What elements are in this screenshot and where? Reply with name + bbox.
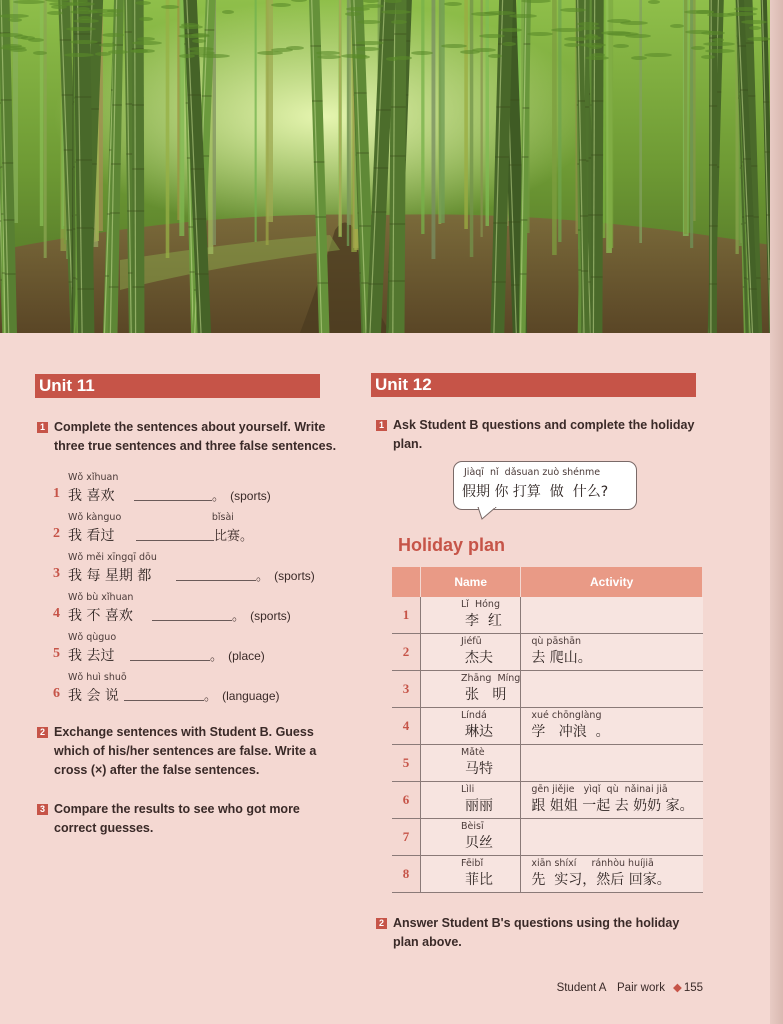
sentence-number: 4 <box>53 606 60 621</box>
sentence-line <box>53 552 333 588</box>
sentence-number: 2 <box>53 526 60 541</box>
header-name: Name <box>421 567 521 597</box>
activity-cell[interactable] <box>521 708 703 745</box>
name-hanzi: 丽丽 <box>465 798 493 814</box>
answer-blank[interactable] <box>130 648 210 661</box>
activity-pinyin <box>521 597 702 599</box>
name-hanzi: 马特 <box>465 761 493 777</box>
activity-pinyin: xiān shíxí ránhòu huíjiā <box>531 858 654 869</box>
row-number: 8 <box>392 856 421 893</box>
holiday-plan-table <box>392 567 703 893</box>
table-row <box>392 856 703 893</box>
name-pinyin: Zhāng Míng <box>461 673 521 684</box>
task-text: which of his/her sentences are false. Write a <box>54 744 317 758</box>
table-row <box>392 671 703 708</box>
unit-12-task-1 <box>376 416 706 454</box>
activity-cell[interactable] <box>521 634 703 671</box>
task-text: plan above. <box>393 935 462 949</box>
sentence-hanzi: 我 不 喜欢 <box>68 608 133 624</box>
task-number: 1 <box>37 422 48 433</box>
header-blank <box>392 567 421 597</box>
name-hanzi: 杰夫 <box>465 650 493 666</box>
name-pinyin: Fēibǐ <box>461 858 484 869</box>
sentence-line <box>53 592 333 628</box>
name-pinyin: Jiéfū <box>461 636 482 647</box>
sentence-number: 1 <box>53 486 60 501</box>
task-number: 2 <box>37 727 48 738</box>
sentence-pinyin: Wǒ bù xǐhuan <box>68 592 134 603</box>
task-text: Compare the results to see who got more <box>54 802 300 816</box>
row-number: 4 <box>392 708 421 745</box>
task-text: correct guesses. <box>54 821 154 835</box>
unit-12-title: Unit 12 <box>371 373 696 397</box>
table-row <box>392 782 703 819</box>
name-pinyin: Líndá <box>461 710 487 721</box>
speech-bubble <box>453 461 637 510</box>
bamboo-forest-image <box>0 0 770 333</box>
sentence-hint: (sports) <box>274 569 315 583</box>
unit-11-title: Unit 11 <box>35 374 320 398</box>
page-footer <box>557 980 703 994</box>
activity-pinyin <box>521 671 702 673</box>
answer-blank[interactable] <box>134 488 212 501</box>
diamond-icon: ◆ <box>672 982 682 994</box>
unit-11-task-2 <box>37 723 337 780</box>
sentence-hint: (language) <box>222 689 280 703</box>
activity-cell[interactable] <box>521 597 703 634</box>
footer-section-label: Pair work <box>617 982 665 994</box>
name-cell <box>421 745 521 782</box>
sentence-line <box>53 512 333 548</box>
activity-pinyin: xué chōnglàng <box>531 710 602 721</box>
unit-11-task-3 <box>37 800 337 838</box>
sentence-hint: (sports) <box>250 609 291 623</box>
name-pinyin: Lǐ Hóng <box>461 599 500 610</box>
table-header-row <box>392 567 703 597</box>
name-hanzi: 张 明 <box>465 687 507 703</box>
sentence-hint: (place) <box>228 649 265 663</box>
row-number: 6 <box>392 782 421 819</box>
sentence-pinyin: Wǒ měi xīngqī dōu <box>68 552 157 563</box>
answer-blank[interactable] <box>152 608 232 621</box>
activity-pinyin: qù pāshān <box>531 636 582 647</box>
activity-hanzi: 跟 姐姐 一起 去 奶奶 家。 <box>531 798 694 814</box>
row-number: 2 <box>392 634 421 671</box>
sentence-line <box>53 672 333 708</box>
task-text: plan. <box>393 437 423 451</box>
sentence-pinyin: Wǒ qùguo <box>68 632 117 643</box>
row-number: 3 <box>392 671 421 708</box>
name-hanzi: 琳达 <box>465 724 493 740</box>
task-text: Complete the sentences about yourself. Write <box>54 420 326 434</box>
activity-cell[interactable] <box>521 819 703 856</box>
activity-pinyin <box>521 745 702 747</box>
name-hanzi: 李 红 <box>465 613 502 629</box>
sentence-pinyin: Wǒ huì shuō <box>68 672 127 683</box>
name-cell <box>421 671 521 708</box>
sentence-ending: 比赛。 <box>214 529 254 544</box>
row-number: 5 <box>392 745 421 782</box>
sentence-pinyin: Wǒ xǐhuan <box>68 472 119 483</box>
activity-cell[interactable] <box>521 856 703 893</box>
name-pinyin: Bèisī <box>461 821 484 832</box>
activity-hanzi: 去 爬山。 <box>531 650 592 666</box>
name-cell <box>421 634 521 671</box>
activity-cell[interactable] <box>521 745 703 782</box>
name-cell <box>421 819 521 856</box>
activity-cell[interactable] <box>521 671 703 708</box>
task-text: Answer Student B's questions using the holiday <box>393 916 680 930</box>
sentence-number: 5 <box>53 646 60 661</box>
table-row <box>392 708 703 745</box>
task-text: Exchange sentences with Student B. Guess <box>54 725 314 739</box>
name-hanzi: 菲比 <box>465 872 493 888</box>
name-hanzi: 贝丝 <box>465 835 493 851</box>
sentence-ending: 。 <box>204 689 218 704</box>
task-text: three true sentences and three false sentences. <box>54 439 337 453</box>
page-number: 155 <box>683 982 703 994</box>
activity-cell[interactable] <box>521 782 703 819</box>
task-number: 1 <box>376 420 387 431</box>
answer-blank[interactable] <box>124 688 204 701</box>
table-row <box>392 634 703 671</box>
table-row <box>392 745 703 782</box>
name-cell <box>421 708 521 745</box>
page-edge <box>770 0 783 1024</box>
activity-pinyin <box>521 819 702 821</box>
answer-blank[interactable] <box>176 568 256 581</box>
sentence-line <box>53 632 333 668</box>
table-row <box>392 597 703 634</box>
sentence-hanzi: 我 看过 <box>68 528 115 544</box>
row-number: 7 <box>392 819 421 856</box>
name-cell <box>421 597 521 634</box>
sentence-hanzi: 我 去过 <box>68 648 115 664</box>
sentence-ending: 。 <box>256 569 270 584</box>
task-text: Ask Student B questions and complete the holiday <box>393 418 695 432</box>
unit-12-task-2 <box>376 914 706 952</box>
sentence-number: 6 <box>53 686 60 701</box>
holiday-plan-title: Holiday plan <box>398 535 506 555</box>
footer-student-label: Student A <box>556 982 606 994</box>
bubble-tail-icon <box>476 507 500 521</box>
activity-hanzi: 先 实习，然后 回家。 <box>531 872 671 888</box>
header-activity: Activity <box>521 567 703 597</box>
sentence-ending: 。 <box>210 649 224 664</box>
task-number: 2 <box>376 918 387 929</box>
name-pinyin: Mǎtè <box>461 747 485 758</box>
bubble-hanzi: 假期 你 打算 做 什么? <box>462 484 609 500</box>
sentence-ending: 。 <box>232 609 246 624</box>
activity-hanzi: 学 冲浪 。 <box>531 724 610 740</box>
bamboo-forest-photo <box>0 0 770 333</box>
activity-pinyin: gēn jiějie yìqǐ qù nǎinai jiā <box>531 784 668 795</box>
sentence-hanzi: 我 喜欢 <box>68 488 115 504</box>
answer-blank[interactable] <box>136 528 214 541</box>
unit-11-task-1 <box>37 418 337 456</box>
sentence-pinyin: Wǒ kànguo bǐsài <box>68 512 234 523</box>
sentence-hanzi: 我 会 说 <box>68 688 119 704</box>
name-cell <box>421 782 521 819</box>
sentence-number: 3 <box>53 566 60 581</box>
row-number: 1 <box>392 597 421 634</box>
name-pinyin: Lìli <box>461 784 475 795</box>
sentence-ending: 。 <box>212 489 226 504</box>
sentence-line <box>53 472 333 508</box>
sentence-hint: (sports) <box>230 489 271 503</box>
name-cell <box>421 856 521 893</box>
task-number: 3 <box>37 804 48 815</box>
bubble-pinyin: Jiàqī nǐ dǎsuan zuò shénme <box>464 467 601 478</box>
task-text: cross (×) after the false sentences. <box>54 763 260 777</box>
sentence-hanzi: 我 每 星期 都 <box>68 568 152 584</box>
table-row <box>392 819 703 856</box>
